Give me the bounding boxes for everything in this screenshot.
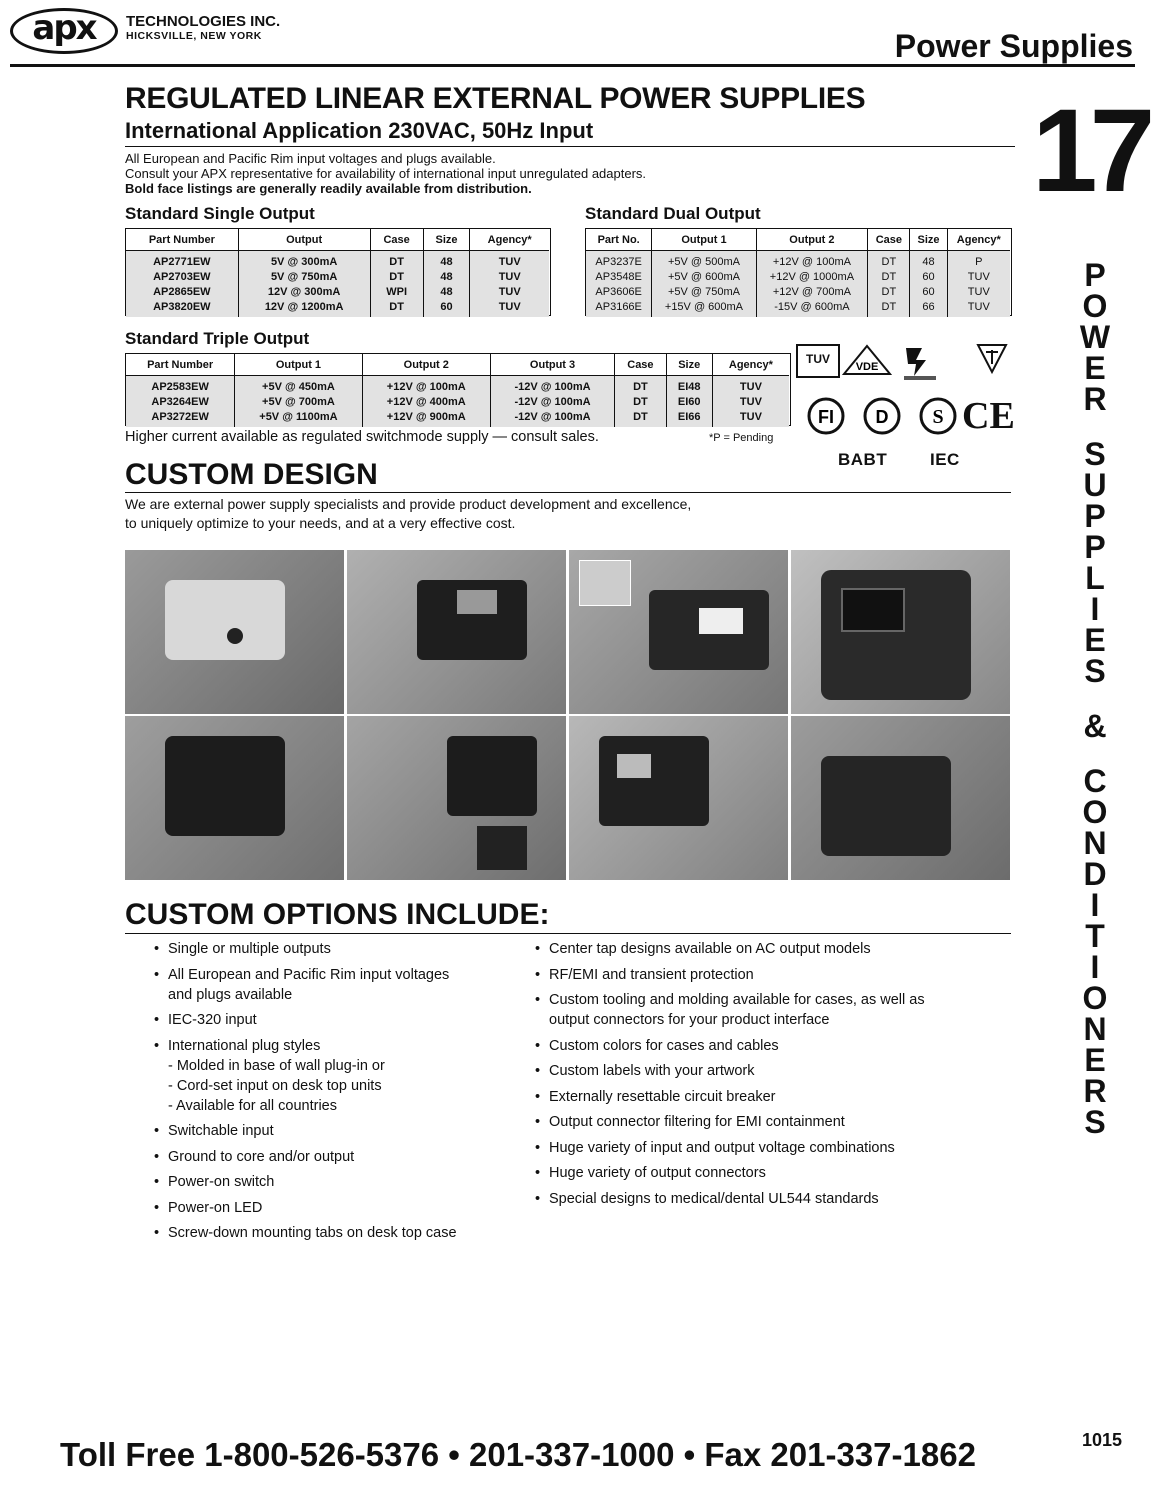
page-title: REGULATED LINEAR EXTERNAL POWER SUPPLIES	[125, 82, 866, 115]
option-text: Huge variety of output connectors	[549, 1165, 766, 1181]
bullet-icon: •	[535, 1037, 541, 1054]
option-item	[533, 1189, 1003, 1209]
table-row	[126, 284, 549, 299]
column-header: Agency*	[712, 354, 789, 376]
option-item	[533, 1163, 1003, 1183]
side-letter: N	[1083, 1011, 1107, 1047]
table-cell: DT	[868, 269, 910, 284]
bullet-icon: •	[535, 1165, 541, 1181]
table-cell: AP2865EW	[126, 284, 238, 299]
table-cell: DT	[615, 409, 667, 424]
table-cell: +12V @ 400mA	[362, 394, 490, 409]
table-cell: -15V @ 600mA	[756, 299, 868, 314]
table-row	[126, 299, 549, 314]
subtitle-rule	[125, 146, 1015, 147]
column-header: Case	[370, 229, 423, 251]
column-header: Output 2	[362, 354, 490, 376]
option-text: - Cord-set input on desk top units	[168, 1077, 382, 1094]
table-cell: DT	[370, 299, 423, 314]
column-header: Case	[615, 354, 667, 376]
option-text: Power-on LED	[168, 1199, 263, 1216]
demko-mark-icon	[862, 396, 902, 436]
table-cell: 5V @ 300mA	[238, 254, 370, 269]
side-letter: N	[1083, 825, 1107, 861]
option-text: output connectors for your product interface	[549, 1012, 830, 1028]
intro-line: Consult your APX representative for availability of international input unregulated adapters.	[125, 166, 647, 181]
table-cell: TUV	[712, 409, 789, 424]
side-letter: O	[1082, 288, 1108, 324]
svg-text:FI: FI	[818, 407, 834, 427]
side-letter: P	[1084, 257, 1106, 293]
table-cell: +5V @ 600mA	[652, 269, 756, 284]
table-row	[586, 284, 1010, 299]
column-header: Case	[868, 229, 910, 251]
column-header: Agency*	[947, 229, 1010, 251]
company-block	[126, 14, 280, 44]
table-cell: AP3166E	[586, 299, 652, 314]
table-cell: +5V @ 1100mA	[235, 409, 362, 424]
bullet-icon: •	[154, 1148, 160, 1165]
bullet-icon: •	[154, 1012, 160, 1028]
column-header: Output 1	[235, 354, 362, 376]
option-item	[152, 1223, 532, 1243]
options-list-left	[152, 939, 532, 1249]
table-cell: AP3606E	[586, 284, 652, 299]
side-letter: I	[1090, 949, 1100, 985]
option-text: and plugs available	[168, 986, 293, 1003]
table-cell: DT	[868, 284, 910, 299]
chapter-number: 17	[1032, 85, 1148, 217]
option-text: Ground to core and/or output	[168, 1148, 355, 1165]
table-cell: -12V @ 100mA	[490, 394, 614, 409]
table-cell: +5V @ 500mA	[652, 254, 756, 269]
table-cell: TUV	[470, 254, 549, 269]
option-text: Custom tooling and molding available for cases, as well as	[549, 992, 925, 1008]
bullet-icon: •	[535, 966, 541, 983]
side-letter: R	[1083, 1073, 1107, 1109]
side-letter: S	[1084, 653, 1106, 689]
table-row	[126, 409, 789, 424]
custom-design-rule	[125, 492, 1011, 493]
option-item	[533, 990, 1003, 1030]
option-item	[533, 965, 1003, 985]
dual-output-table	[586, 229, 1010, 317]
section-title: Power Supplies	[894, 28, 1133, 64]
table-cell: +15V @ 600mA	[652, 299, 756, 314]
bullet-icon: •	[154, 1123, 160, 1139]
product-photo	[791, 716, 1010, 880]
side-letter: S	[1084, 436, 1106, 472]
page-number: 1015	[1082, 1430, 1123, 1450]
header-rule	[10, 64, 1135, 67]
table-row	[126, 394, 789, 409]
option-text: Center tap designs available on AC output models	[549, 941, 871, 957]
option-item	[152, 1147, 532, 1167]
side-letter: O	[1082, 980, 1108, 1016]
option-item	[533, 939, 1003, 959]
table-cell: TUV	[947, 299, 1010, 314]
table-cell: TUV	[947, 269, 1010, 284]
side-letter: &	[1083, 708, 1107, 744]
product-photo	[125, 716, 344, 880]
custom-design-line: We are external power supply specialists and provide product development and excellence,	[125, 496, 692, 512]
option-item	[533, 1036, 1003, 1056]
intro-bold: Bold face listings are generally readily available from distribution.	[125, 181, 532, 196]
table-cell: DT	[615, 394, 667, 409]
option-item	[152, 965, 532, 1005]
option-text: - Molded in base of wall plug-in or	[168, 1057, 385, 1074]
column-header: Output 3	[490, 354, 614, 376]
bullet-icon: •	[535, 941, 541, 957]
option-item	[152, 1172, 532, 1192]
table-cell: 60	[423, 299, 470, 314]
apx-logo: apx	[10, 8, 118, 54]
column-header: Output 1	[652, 229, 756, 251]
geprufte-sicherheit-icon	[902, 342, 938, 382]
table-cell: 48	[910, 254, 947, 269]
bullet-icon: •	[154, 1174, 160, 1190]
column-header: Output	[238, 229, 370, 251]
product-photo	[347, 550, 566, 714]
column-header: Size	[910, 229, 947, 251]
option-item	[152, 1121, 532, 1141]
table-cell: DT	[370, 269, 423, 284]
table-cell: DT	[868, 254, 910, 269]
svg-text:D: D	[875, 407, 889, 427]
side-letter: R	[1083, 381, 1107, 417]
option-text: RF/EMI and transient protection	[549, 966, 754, 983]
table-cell: 5V @ 750mA	[238, 269, 370, 284]
table-cell: +5V @ 700mA	[235, 394, 362, 409]
option-text: Power-on switch	[168, 1174, 275, 1190]
column-header: Part No.	[586, 229, 652, 251]
intro-line: All European and Pacific Rim input voltages and plugs available.	[125, 151, 496, 166]
option-item	[533, 1087, 1003, 1107]
fimko-mark-icon	[806, 396, 846, 436]
semko-mark-icon	[918, 396, 958, 436]
bullet-icon: •	[154, 1225, 160, 1241]
pending-note: *P = Pending	[709, 432, 774, 444]
bullet-icon: •	[154, 966, 160, 983]
table-cell: 12V @ 300mA	[238, 284, 370, 299]
option-text: Special designs to medical/dental UL544 standards	[549, 1190, 879, 1207]
table-cell: AP3237E	[586, 254, 652, 269]
table-row	[126, 379, 789, 394]
option-item	[152, 1010, 532, 1030]
option-text: Output connector filtering for EMI containment	[549, 1114, 845, 1130]
table-cell: -12V @ 100mA	[490, 409, 614, 424]
option-text: Custom labels with your artwork	[549, 1063, 755, 1079]
table-row	[126, 254, 549, 269]
side-letter: P	[1084, 529, 1106, 565]
table-cell: +12V @ 100mA	[756, 254, 868, 269]
table-cell: TUV	[947, 284, 1010, 299]
dual-output-title: Standard Dual Output	[585, 204, 761, 223]
table-cell: DT	[615, 379, 667, 394]
table-cell: 66	[910, 299, 947, 314]
table-cell: AP2583EW	[126, 379, 235, 394]
side-letter: E	[1084, 622, 1106, 658]
table-cell: TUV	[712, 379, 789, 394]
option-text: Custom colors for cases and cables	[549, 1037, 779, 1054]
table-cell: 60	[910, 284, 947, 299]
single-output-table	[126, 229, 549, 317]
table-cell: 12V @ 1200mA	[238, 299, 370, 314]
product-photo-grid	[125, 550, 1011, 880]
svg-text:S: S	[932, 406, 944, 428]
bullet-icon: •	[154, 941, 160, 957]
table-cell: AP3272EW	[126, 409, 235, 424]
product-photo	[125, 550, 344, 714]
tuv-mark-icon: TUV	[796, 344, 840, 378]
column-header: Part Number	[126, 354, 235, 376]
product-photo	[569, 716, 788, 880]
bullet-icon: •	[535, 1114, 541, 1130]
table-cell: EI66	[666, 409, 712, 424]
column-header: Part Number	[126, 229, 238, 251]
table-cell: TUV	[470, 299, 549, 314]
option-text: Single or multiple outputs	[168, 941, 331, 957]
table-cell: TUV	[712, 394, 789, 409]
option-item	[533, 1112, 1003, 1132]
table-row	[126, 269, 549, 284]
table-cell: AP2771EW	[126, 254, 238, 269]
table-cell: +12V @ 1000mA	[756, 269, 868, 284]
table-cell: AP2703EW	[126, 269, 238, 284]
table-cell: EI48	[666, 379, 712, 394]
option-item	[152, 1036, 532, 1116]
column-header: Size	[423, 229, 470, 251]
custom-options-title: CUSTOM OPTIONS INCLUDE:	[125, 898, 550, 931]
ce-mark-icon: CE	[962, 395, 1015, 437]
triple-output-table	[126, 354, 789, 427]
table-cell: +12V @ 700mA	[756, 284, 868, 299]
triple-output-title: Standard Triple Output	[125, 329, 310, 348]
iec-label: IEC	[930, 450, 960, 469]
bullet-icon: •	[535, 1139, 541, 1156]
table-cell: AP3820EW	[126, 299, 238, 314]
side-letter: O	[1082, 794, 1108, 830]
bullet-icon: •	[154, 1037, 160, 1054]
table-cell: P	[947, 254, 1010, 269]
custom-options-rule	[125, 933, 1011, 934]
page-subtitle: International Application 230VAC, 50Hz Input	[125, 118, 594, 143]
option-text: Switchable input	[168, 1123, 274, 1139]
option-text: Externally resettable circuit breaker	[549, 1088, 776, 1105]
side-letter: U	[1083, 467, 1107, 503]
babt-label: BABT	[838, 450, 888, 469]
option-text: All European and Pacific Rim input voltages	[168, 966, 450, 983]
option-item	[533, 1061, 1003, 1081]
option-text: IEC-320 input	[168, 1012, 257, 1028]
table-cell: -12V @ 100mA	[490, 379, 614, 394]
option-item	[152, 1198, 532, 1218]
bullet-icon: •	[154, 1199, 160, 1216]
option-text: Huge variety of input and output voltage combinations	[549, 1139, 895, 1156]
option-text: - Available for all countries	[168, 1097, 337, 1114]
options-list-right	[533, 939, 1003, 1214]
side-letter: C	[1083, 763, 1107, 799]
custom-design-text	[125, 495, 691, 533]
company-name: TECHNOLOGIES INC.	[126, 13, 281, 30]
footer-phone-numbers: Toll Free 1-800-526-5376 • 201-337-1000 • Fax 201-337-1862	[60, 1436, 976, 1473]
column-header: Size	[666, 354, 712, 376]
table-cell: +12V @ 100mA	[362, 379, 490, 394]
side-letter: E	[1084, 350, 1106, 386]
table-cell: AP3264EW	[126, 394, 235, 409]
column-header: Output 2	[756, 229, 868, 251]
side-letter: E	[1084, 1042, 1106, 1078]
company-location: HICKSVILLE, NEW YORK	[126, 30, 262, 42]
product-photo	[791, 550, 1010, 714]
side-letter: I	[1090, 591, 1100, 627]
table-row	[586, 299, 1010, 314]
side-letter: D	[1083, 856, 1107, 892]
table-row	[586, 269, 1010, 284]
side-letter: L	[1085, 560, 1105, 596]
table-cell: 48	[423, 269, 470, 284]
table-cell: DT	[868, 299, 910, 314]
bullet-icon: •	[535, 1063, 541, 1079]
table-cell: DT	[370, 254, 423, 269]
column-header: Agency*	[470, 229, 549, 251]
option-text: International plug styles	[168, 1037, 321, 1054]
vde-mark-icon	[842, 344, 892, 376]
bullet-icon: •	[535, 992, 541, 1008]
safety-triangle-icon	[976, 342, 1008, 376]
product-photo	[569, 550, 788, 714]
single-output-title: Standard Single Output	[125, 204, 315, 223]
table-cell: +5V @ 750mA	[652, 284, 756, 299]
side-vertical-text	[1060, 257, 1130, 1140]
side-letter: I	[1090, 887, 1100, 923]
table-cell: WPI	[370, 284, 423, 299]
product-photo	[347, 716, 566, 880]
side-letter: W	[1079, 319, 1111, 355]
table-row	[586, 254, 1010, 269]
custom-design-line: to uniquely optimize to your needs, and at a very effective cost.	[125, 515, 516, 531]
table-cell: +12V @ 900mA	[362, 409, 490, 424]
table-cell: 60	[910, 269, 947, 284]
custom-design-title: CUSTOM DESIGN	[125, 458, 378, 491]
table-cell: EI60	[666, 394, 712, 409]
table-cell: +5V @ 450mA	[235, 379, 362, 394]
bullet-icon: •	[535, 1190, 541, 1207]
table-cell: TUV	[470, 284, 549, 299]
higher-current-note: Higher current available as regulated switchmode supply — consult sales.	[125, 429, 599, 445]
table-cell: TUV	[470, 269, 549, 284]
option-item	[533, 1138, 1003, 1158]
bullet-icon: •	[535, 1088, 541, 1105]
intro-text	[125, 151, 646, 196]
option-text: Screw-down mounting tabs on desk top case	[168, 1225, 457, 1241]
table-cell: 48	[423, 254, 470, 269]
svg-text:VDE: VDE	[855, 361, 879, 373]
side-letter: T	[1085, 918, 1105, 954]
side-letter: S	[1084, 1104, 1106, 1140]
table-cell: 48	[423, 284, 470, 299]
side-letter: P	[1084, 498, 1106, 534]
table-cell: AP3548E	[586, 269, 652, 284]
option-item	[152, 939, 532, 959]
